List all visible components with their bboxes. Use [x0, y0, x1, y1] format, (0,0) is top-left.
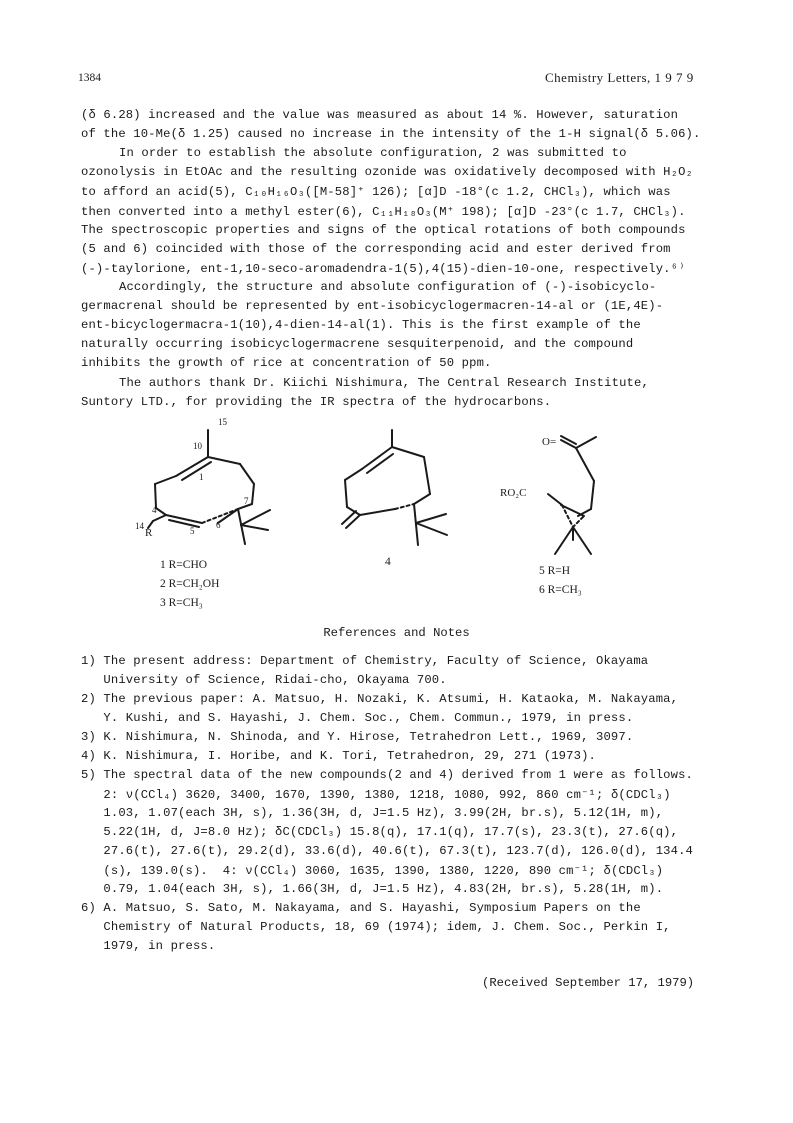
reference-line: 1979, in press. [81, 939, 216, 953]
legend-item: 5 R=H [539, 565, 571, 577]
received-date: (Received September 17, 1979) [482, 976, 695, 990]
reference-line: Y. Kushi, and S. Hayashi, J. Chem. Soc., Chem. Commun., 1979, in press. [81, 711, 634, 725]
body-line: of the 10-Me(δ 1.25) caused no increase in the intensity of the 1-H signal(δ 5.06). [81, 127, 701, 141]
legend-item: 3 R=CH₃ [160, 597, 203, 609]
reference-line: 1) The present address: Department of Chemistry, Faculty of Science, Okayama [81, 654, 649, 668]
atom-label: 1 [199, 472, 204, 482]
atom-label: 7 [244, 496, 249, 506]
page-number: 1384 [78, 72, 101, 84]
body-line: (5 and 6) coincided with those of the corresponding acid and ester derived from [81, 242, 671, 256]
structure-compound-1 [148, 430, 270, 544]
reference-line: (s), 139.0(s). 4: ν(CCl₄) 3060, 1635, 1390, 1380, 1220, 890 cm⁻¹; δ(CDCl₃) [81, 864, 664, 878]
compound-5-legend [539, 562, 582, 600]
reference-line: 2) The previous paper: A. Matsuo, H. Nozaki, K. Atsumi, H. Kataoka, M. Nakayama, [81, 692, 679, 706]
atom-label: 15 [218, 417, 227, 427]
journal-header: Chemistry Letters, 1 9 7 9 [545, 70, 694, 85]
body-line: (-)-taylorione, ent-1,10-seco-aromadendra-1(5),4(15)-dien-10-one, respectively.⁶⁾ [81, 262, 686, 276]
body-line: germacrenal should be represented by ent-isobicyclogermacren-14-al or (1E,4E)- [81, 299, 664, 313]
body-line: The authors thank Dr. Kiichi Nishimura, The Central Research Institute, [119, 376, 649, 390]
compound-4-legend: 4 [385, 556, 391, 568]
legend-item: 6 R=CH₃ [539, 584, 582, 596]
structure-compound-5 [548, 436, 596, 554]
body-line: Accordingly, the structure and absolute configuration of (-)-isobicyclo- [119, 280, 657, 294]
structure-compound-4 [342, 430, 447, 545]
atom-label: 14 [135, 521, 144, 531]
reference-line: 1.03, 1.07(each 3H, s), 1.36(3H, d, J=1.5 Hz), 3.99(2H, br.s), 5.12(1H, m), [81, 806, 664, 820]
body-line: then converted into a methyl ester(6), C₁₁H₁₈O₃(M⁺ 198); [α]D -23°(c 1.7, CHCl₃). [81, 205, 686, 219]
atom-label: O= [542, 436, 557, 448]
atom-label: RO₂C [500, 487, 527, 499]
atom-label: R [145, 527, 153, 539]
body-line: ozonolysis in EtOAc and the resulting ozonide was oxidatively decomposed with H₂O₂ [81, 165, 694, 179]
reference-line: University of Science, Ridai-cho, Okayama 700. [81, 673, 447, 687]
atom-label: 6 [216, 520, 221, 530]
body-line: inhibits the growth of rice at concentration of 50 ppm. [81, 356, 492, 370]
reference-line: Chemistry of Natural Products, 18, 69 (1974); idem, J. Chem. Soc., Perkin I, [81, 920, 671, 934]
body-line: Suntory LTD., for providing the IR spectra of the hydrocarbons. [81, 395, 552, 409]
body-line: (δ 6.28) increased and the value was measured as about 14 %. However, saturation [81, 108, 679, 122]
legend-item: 1 R=CHO [160, 559, 208, 571]
reference-line: 4) K. Nishimura, I. Horibe, and K. Tori, Tetrahedron, 29, 271 (1973). [81, 749, 596, 763]
body-line: to afford an acid(5), C₁₀H₁₆O₃([M-58]⁺ 126); [α]D -18°(c 1.2, CHCl₃), which was [81, 185, 671, 199]
chemical-structures-figure [0, 412, 793, 622]
atom-label: 10 [193, 441, 202, 451]
body-line: The spectroscopic properties and signs of the optical rotations of both compounds [81, 223, 686, 237]
compound-1-legend [160, 556, 219, 613]
reference-line: 5.22(1H, d, J=8.0 Hz); δC(CDCl₃) 15.8(q), 17.1(q), 17.7(s), 23.3(t), 27.6(q), [81, 825, 679, 839]
body-line: In order to establish the absolute configuration, 2 was submitted to [119, 146, 627, 160]
atom-label: 5 [190, 526, 195, 536]
reference-line: 27.6(t), 27.6(t), 29.2(d), 33.6(d), 40.6(t), 67.3(t), 123.7(d), 126.0(d), 134.4 [81, 844, 694, 858]
reference-line: 5) The spectral data of the new compounds(2 and 4) derived from 1 were as follows. [81, 768, 694, 782]
reference-line: 6) A. Matsuo, S. Sato, M. Nakayama, and S. Hayashi, Symposium Papers on the [81, 901, 641, 915]
references-title: References and Notes [323, 626, 470, 640]
body-line: naturally occurring isobicyclogermacrene sesquiterpenoid, and the compound [81, 337, 634, 351]
legend-item: 2 R=CH₂OH [160, 578, 220, 590]
atom-label: 4 [152, 505, 157, 515]
body-line: ent-bicyclogermacra-1(10),4-dien-14-al(1). This is the first example of the [81, 318, 641, 332]
reference-line: 3) K. Nishimura, N. Shinoda, and Y. Hirose, Tetrahedron Lett., 1969, 3097. [81, 730, 634, 744]
reference-line: 2: ν(CCl₄) 3620, 3400, 1670, 1390, 1380, 1218, 1080, 992, 860 cm⁻¹; δ(CDCl₃) [81, 788, 671, 802]
reference-line: 0.79, 1.04(each 3H, s), 1.66(3H, d, J=1.5 Hz), 4.83(2H, br.s), 5.28(1H, m). [81, 882, 664, 896]
